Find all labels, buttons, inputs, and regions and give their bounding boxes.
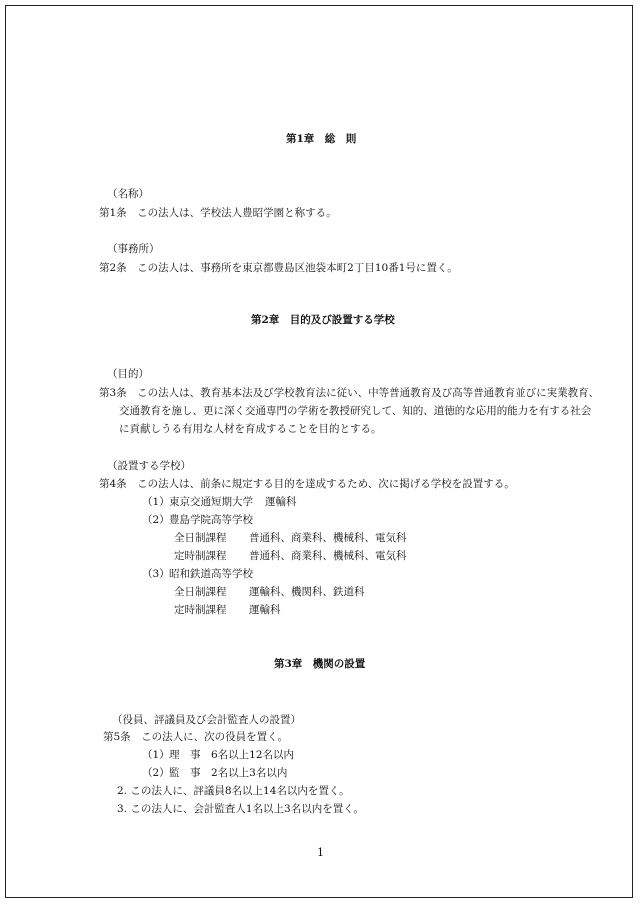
officer1-role: 理 事 bbox=[169, 749, 201, 761]
school2-departments: 普通科、商業科、機械科、電気科 bbox=[249, 532, 407, 544]
article2-text: 第2条 この法人は、事務所を東京都豊島区池袋本町2丁目10番1号に置く。 bbox=[99, 262, 458, 274]
school2-name: 豊島学院高等学校 bbox=[169, 514, 253, 526]
chapter3-title: 第3章 機関の設置 bbox=[274, 658, 366, 670]
page-number: 1 bbox=[317, 846, 324, 859]
paragraph-3: 3. この法人に、会計監査人1名以上3名以内を置く。 bbox=[117, 803, 365, 815]
school3-course: 全日制課程 bbox=[174, 586, 227, 598]
school2-number: （2） bbox=[142, 514, 170, 526]
article3-caption: （目的） bbox=[107, 368, 149, 380]
article5-text: 第5条 この法人に、次の役員を置く。 bbox=[103, 731, 288, 743]
school3-course: 定時制課程 bbox=[174, 604, 227, 616]
article4-text: 第4条 この法人は、前条に規定する目的を達成するため、次に掲げる学校を設置する。 bbox=[99, 478, 515, 490]
article1-caption: （名称） bbox=[107, 188, 149, 200]
school1-name: 東京交通短期大学 bbox=[169, 496, 253, 508]
article4-caption: （設置する学校） bbox=[107, 460, 191, 472]
school3-departments: 運輸科 bbox=[249, 604, 281, 616]
chapter1-title: 第1章 総 則 bbox=[286, 133, 357, 145]
article3-line: に貢献しうる有用な人材を育成することを目的とする。 bbox=[119, 423, 382, 435]
paragraph-2: 2. この法人に、評議員8名以上14名以内を置く。 bbox=[117, 785, 350, 797]
article3-line: 第3条 この法人は、教育基本法及び学校教育法に従い、中等普通教育及び高等普通教育並びに実業教育、 bbox=[99, 387, 600, 399]
document-page bbox=[5, 5, 633, 898]
school3-departments: 運輸科、機関科、鉄道科 bbox=[249, 586, 365, 598]
chapter2-title: 第2章 目的及び設置する学校 bbox=[251, 314, 395, 326]
school3-name: 昭和鉄道高等学校 bbox=[169, 568, 253, 580]
article1-text: 第1条 この法人は、学校法人豊昭学園と称する。 bbox=[99, 207, 337, 219]
school3-number: （3） bbox=[142, 568, 170, 580]
school1-department: 運輸科 bbox=[265, 496, 297, 508]
officer1-number: （1） bbox=[142, 749, 170, 761]
school2-departments: 普通科、商業科、機械科、電気科 bbox=[249, 550, 407, 562]
article5-caption: （役員、評議員及び会計監査人の設置） bbox=[112, 714, 301, 726]
officer1-count: 6名以上12名以内 bbox=[211, 749, 295, 761]
school2-course: 全日制課程 bbox=[174, 532, 227, 544]
article3-line: 交通教育を施し、更に深く交通専門の学術を教授研究して、知的、道徳的な応用的能力を有する社会 bbox=[119, 405, 592, 417]
school2-course: 定時制課程 bbox=[174, 550, 227, 562]
officer2-role: 監 事 bbox=[169, 767, 201, 779]
article2-caption: （事務所） bbox=[107, 243, 160, 255]
officer2-number: （2） bbox=[142, 767, 170, 779]
officer2-count: 2名以上3名以内 bbox=[211, 767, 288, 779]
school1-number: （1） bbox=[142, 496, 170, 508]
